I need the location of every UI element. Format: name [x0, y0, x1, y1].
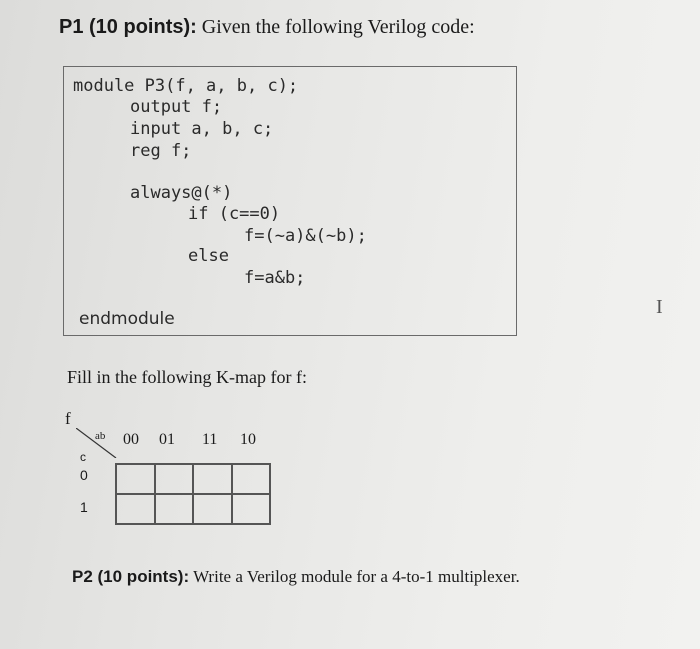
code-line-output: output f;	[130, 97, 223, 117]
p1-text: Given the following Verilog code:	[196, 16, 475, 38]
kmap-col-10: 10	[240, 431, 256, 448]
kmap-instruction: Fill in the following K-map for f:	[67, 367, 307, 387]
kmap-col-11: 11	[202, 431, 218, 448]
code-line-assign-1: f=(~a)&(~b);	[244, 226, 367, 246]
code-line-always: always@(*)	[130, 183, 233, 203]
kmap-grid	[115, 463, 271, 525]
kmap-cell-c1-ab00[interactable]	[116, 494, 155, 524]
kmap-col-01: 01	[159, 431, 175, 448]
p2-text: Write a Verilog module for a 4-to-1 multiplexer.	[189, 567, 520, 586]
kmap-col-var: ab	[95, 430, 106, 442]
kmap-row-1: 1	[80, 499, 88, 515]
code-line-module: module P3(f, a, b, c);	[73, 76, 299, 96]
p2-heading	[72, 567, 520, 587]
kmap-cell-c1-ab01[interactable]	[155, 494, 194, 524]
kmap-cell-c1-ab10[interactable]	[232, 494, 271, 524]
kmap-cell-c0-ab11[interactable]	[193, 464, 232, 494]
kmap-cell-c0-ab00[interactable]	[116, 464, 155, 494]
kmap-output-label: f	[65, 409, 71, 428]
code-line-if: if (c==0)	[188, 204, 281, 224]
text-cursor-icon: I	[656, 296, 663, 318]
code-line-reg: reg f;	[130, 141, 192, 161]
p2-label: P2 (10 points):	[72, 567, 190, 586]
kmap-cell-c1-ab11[interactable]	[193, 494, 232, 524]
kmap-cell-c0-ab10[interactable]	[232, 464, 271, 494]
code-line-else: else	[188, 246, 229, 266]
p1-heading	[59, 16, 475, 39]
code-line-assign-2: f=a&b;	[244, 268, 306, 288]
code-line-input: input a, b, c;	[130, 119, 274, 139]
kmap-cell-c0-ab01[interactable]	[155, 464, 194, 494]
kmap-row-var: c	[80, 450, 86, 464]
p1-label: P1 (10 points):	[59, 16, 197, 38]
kmap-col-00: 00	[123, 431, 139, 448]
code-line-endmodule: endmodule	[79, 309, 175, 329]
kmap-row-0: 0	[80, 467, 88, 483]
